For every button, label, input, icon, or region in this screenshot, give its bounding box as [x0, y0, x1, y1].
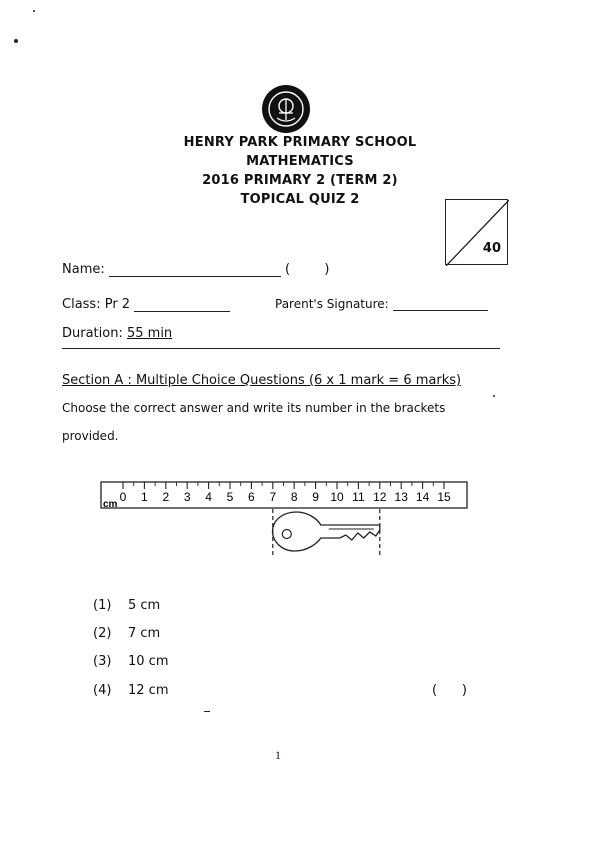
ruler-tick-label: 11 — [352, 490, 365, 504]
quiz-title: TOPICAL QUIZ 2 — [240, 192, 360, 207]
option-2-number: (2) — [93, 626, 112, 641]
option-3-number: (3) — [93, 654, 112, 669]
section-a-title: Section A : Multiple Choice Questions (6 x 1 mark = 6 marks) — [62, 373, 462, 388]
name-row — [62, 262, 329, 277]
key-hole — [282, 530, 291, 539]
duration-label: Duration: — [62, 326, 123, 341]
section-a-instruction-line2: provided. — [62, 429, 119, 443]
ruler-tick-label: 2 — [162, 490, 170, 504]
scan-speck — [204, 711, 210, 712]
ruler-tick-label: 10 — [330, 490, 344, 504]
class-label: Class: Pr 2 — [62, 297, 131, 312]
register-number-close: ) — [324, 262, 330, 277]
ruler-unit-label: cm — [103, 499, 118, 510]
section-a-instruction-line1: Choose the correct answer and write its number in the brackets — [62, 401, 446, 415]
key-blade — [327, 525, 380, 540]
ruler-tick-label: 7 — [269, 490, 277, 504]
answer-bracket[interactable]: ( ) — [432, 683, 467, 698]
class-row — [62, 297, 230, 312]
ruler-tick-label: 13 — [394, 490, 408, 504]
option-1[interactable] — [93, 598, 160, 613]
ruler-tick-label: 4 — [205, 490, 212, 504]
ruler-tick-label: 12 — [373, 490, 387, 504]
subject-title: MATHEMATICS — [246, 154, 354, 169]
ruler-tick-label: 8 — [290, 490, 298, 504]
ruler-tick-label: 14 — [415, 490, 430, 504]
ruler-tick-label: 9 — [312, 490, 319, 504]
parent-signature-input-line[interactable] — [393, 297, 488, 311]
duration-value: 55 min — [126, 326, 173, 341]
page-number: 1 — [275, 748, 281, 762]
ruler-tick-label: 5 — [226, 490, 234, 504]
ruler-tick-label: 15 — [437, 490, 451, 504]
register-number-open: ( — [285, 262, 291, 277]
ruler-tick-label: 6 — [248, 490, 255, 504]
parent-signature-row — [275, 297, 488, 311]
option-3[interactable] — [93, 654, 169, 669]
ruler-tick-label: 0 — [119, 490, 127, 504]
header-divider — [62, 348, 500, 349]
option-4-number: (4) — [93, 683, 112, 698]
school-crest-logo — [261, 84, 311, 134]
duration-row — [62, 326, 172, 341]
scan-speck — [33, 10, 35, 12]
exam-title: 2016 PRIMARY 2 (TERM 2) — [202, 173, 398, 188]
class-input-line[interactable] — [134, 298, 230, 312]
option-1-text: 5 cm — [128, 598, 161, 613]
option-2[interactable] — [93, 626, 160, 641]
ruler-tick-label: 3 — [183, 490, 191, 504]
score-total: 40 — [482, 241, 501, 256]
ruler-tick-label: 1 — [141, 490, 148, 504]
key-icon — [273, 512, 380, 551]
scan-speck — [14, 39, 18, 43]
parent-signature-label: Parent's Signature: — [275, 297, 389, 311]
option-4[interactable] — [93, 683, 169, 698]
option-4-text: 12 cm — [128, 683, 169, 698]
option-3-text: 10 cm — [128, 654, 169, 669]
key-bow — [273, 512, 327, 551]
option-2-text: 7 cm — [128, 626, 161, 641]
name-input-line[interactable] — [109, 263, 281, 277]
score-box — [445, 199, 508, 265]
name-label: Name: — [62, 262, 105, 277]
scan-speck — [493, 395, 495, 397]
school-name: HENRY PARK PRIMARY SCHOOL — [183, 135, 417, 150]
score-box-diagonal — [446, 200, 509, 266]
ruler-key-diagram — [95, 474, 475, 584]
option-1-number: (1) — [93, 598, 112, 613]
